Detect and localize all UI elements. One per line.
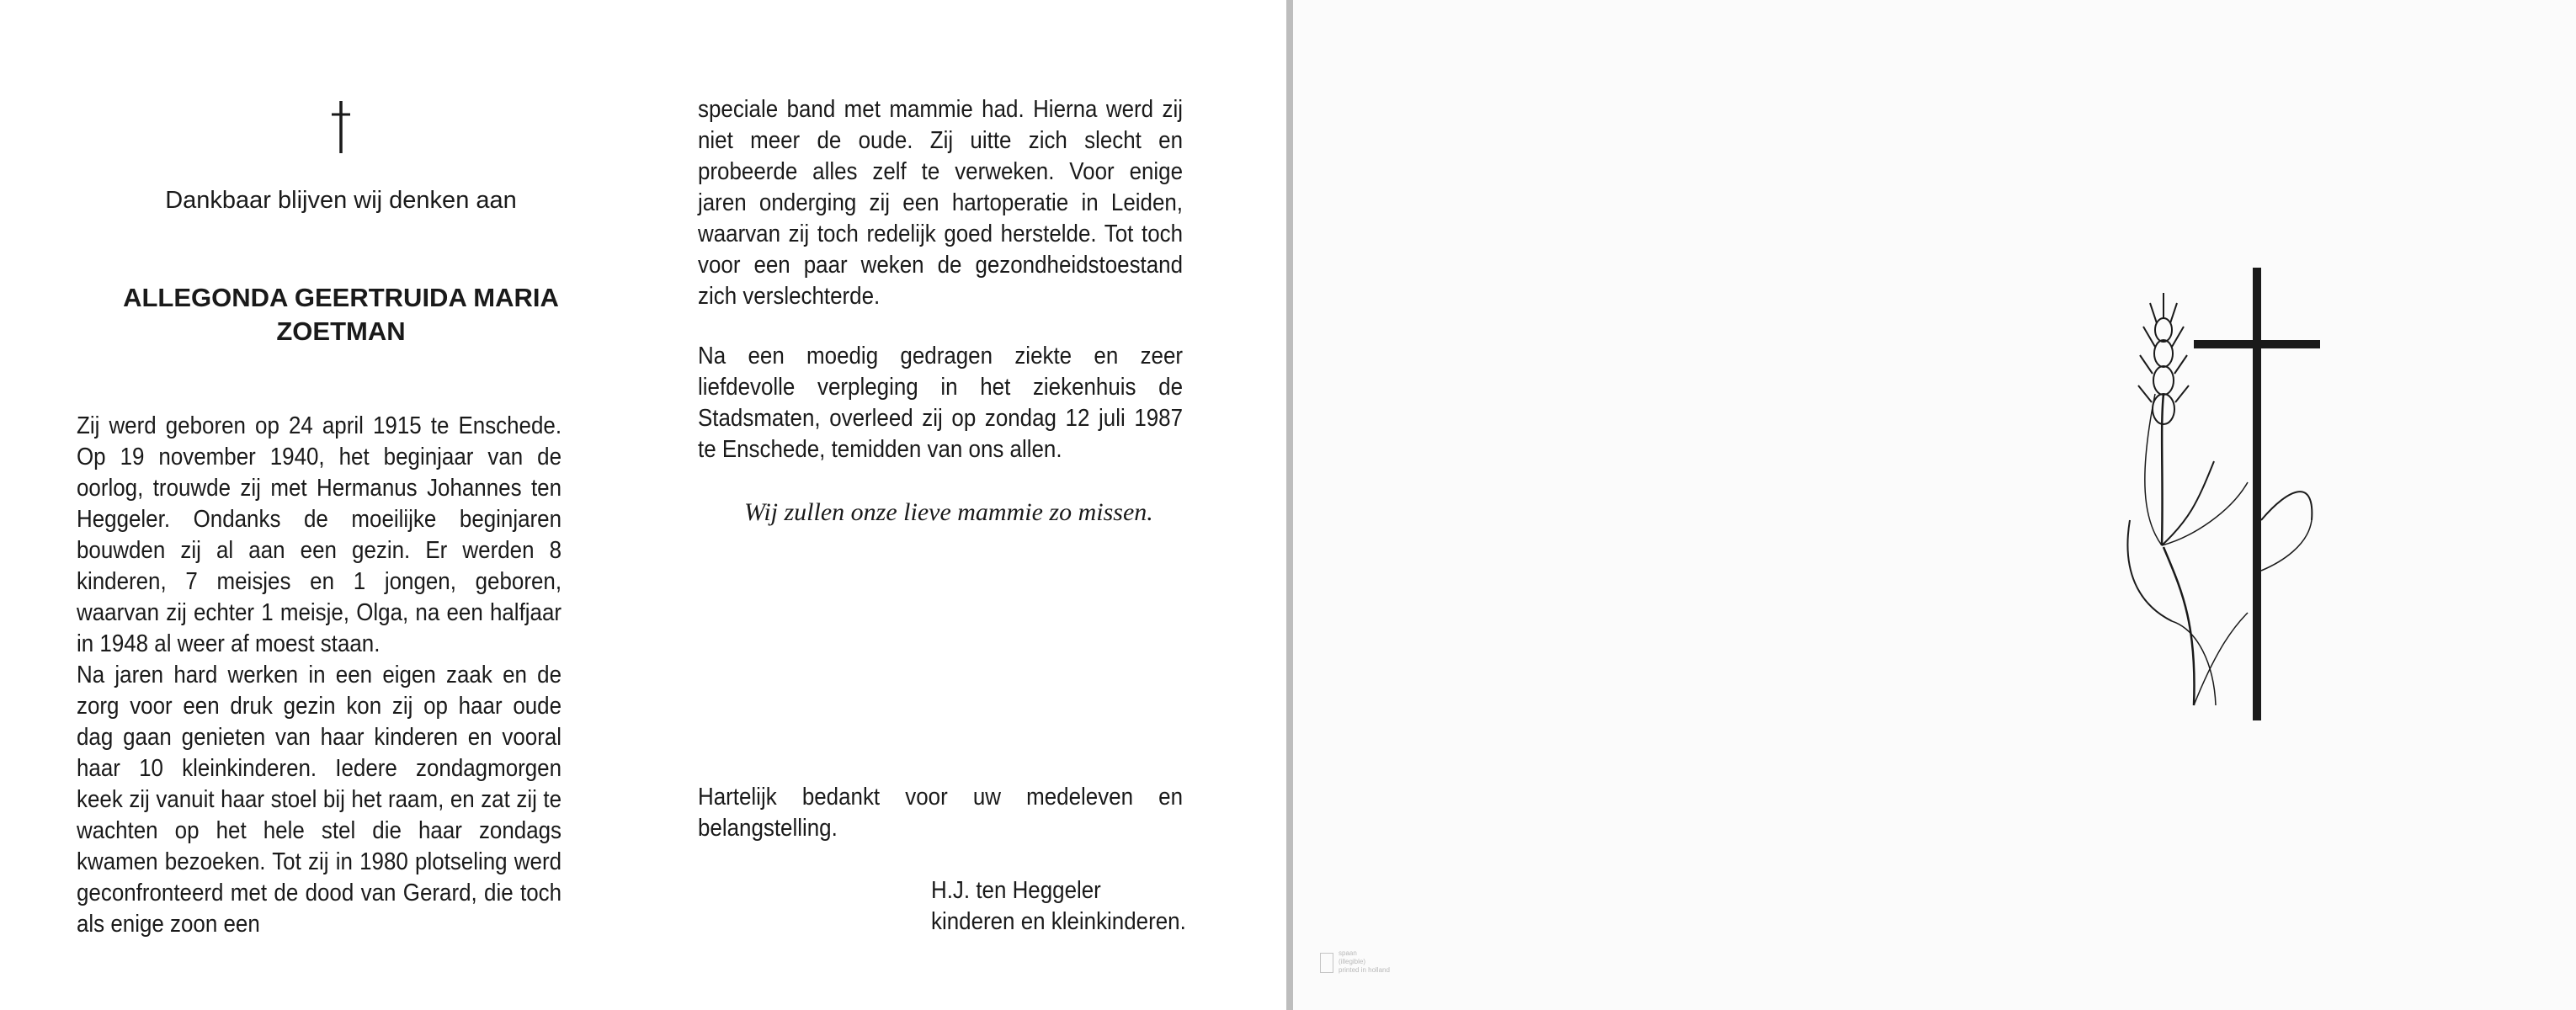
printer-mark-line: spaan bbox=[1339, 949, 1357, 957]
biography-paragraph: speciale band met mammie had. Hierna werd zij niet meer de oude. Zij uitte zich slecht en probeerde alles zelf te verweken. Voor enige jaren onderging zij een hartoperatie in Leiden, waarvan zij toch redelijk goed herstelde. Tot toch voor een paar weken de gezondheidstoestand zich verslechterde. bbox=[698, 96, 1184, 310]
card-fold bbox=[1286, 0, 1293, 1010]
deceased-name-line-1: ALLEGONDA GEERTRUIDA MARIA bbox=[123, 283, 559, 312]
signature-name: H.J. ten Heggeler bbox=[931, 877, 1101, 904]
signature-family: kinderen en kleinkinderen. bbox=[931, 908, 1186, 935]
printer-mark bbox=[1320, 948, 1438, 981]
biography-paragraph: Zij werd geboren op 24 april 1915 te Enschede. Op 19 november 1940, het beginjaar van de oorlog, trouwde zij met Hermanus Johannes ten Heggeler. Ondanks de moeilijke beginjaren bouwden zij al aan een gezin. Er werden 8 kinderen, 7 meisjes en 1 jongen, geboren, waarvan zij echter 1 meisje, Olga, na een halfjaar in 1948 al weer af moest staan. bbox=[77, 412, 562, 657]
cover-page bbox=[1293, 0, 2576, 1010]
printer-mark-line: printed in holland bbox=[1339, 966, 1390, 974]
cross-with-wheat-icon bbox=[2113, 268, 2332, 722]
biography-paragraph: Na een moedig gedragen ziekte en zeer liefdevolle verpleging in het ziekenhuis de Stadsmaten, overleed zij op zondag 12 juli 1987 te Enschede, temidden van ons allen. bbox=[698, 343, 1184, 463]
biography-paragraph: Na jaren hard werken in een eigen zaak en de zorg voor een druk gezin kon zij op haar oude dag gaan genieten van haar kinderen en vooral haar 10 kleinkinderen. Iedere zondagmorgen keek zij vanuit haar stoel bij het raam, en zat zij te wachten op het hele stel die haar zondags kwamen bezoeken. Tot zij in 1980 plotseling werd geconfronteerd met de dood van Gerard, die toch als enige zoon een bbox=[77, 662, 562, 938]
printer-logo-icon bbox=[1320, 953, 1333, 973]
printer-mark-line: (illegible) bbox=[1339, 958, 1366, 965]
memorial-quote: Wij zullen onze lieve mammie zo missen. bbox=[744, 498, 1153, 526]
inner-page bbox=[0, 0, 1286, 1010]
deceased-name-line-2: ZOETMAN bbox=[276, 316, 406, 346]
intro-line: Dankbaar blijven wij denken aan bbox=[165, 187, 517, 214]
thanks-text: Hartelijk bedankt voor uw medeleven en belangstelling. bbox=[698, 784, 1184, 842]
signature bbox=[931, 875, 1253, 938]
small-cross-icon bbox=[330, 99, 352, 155]
